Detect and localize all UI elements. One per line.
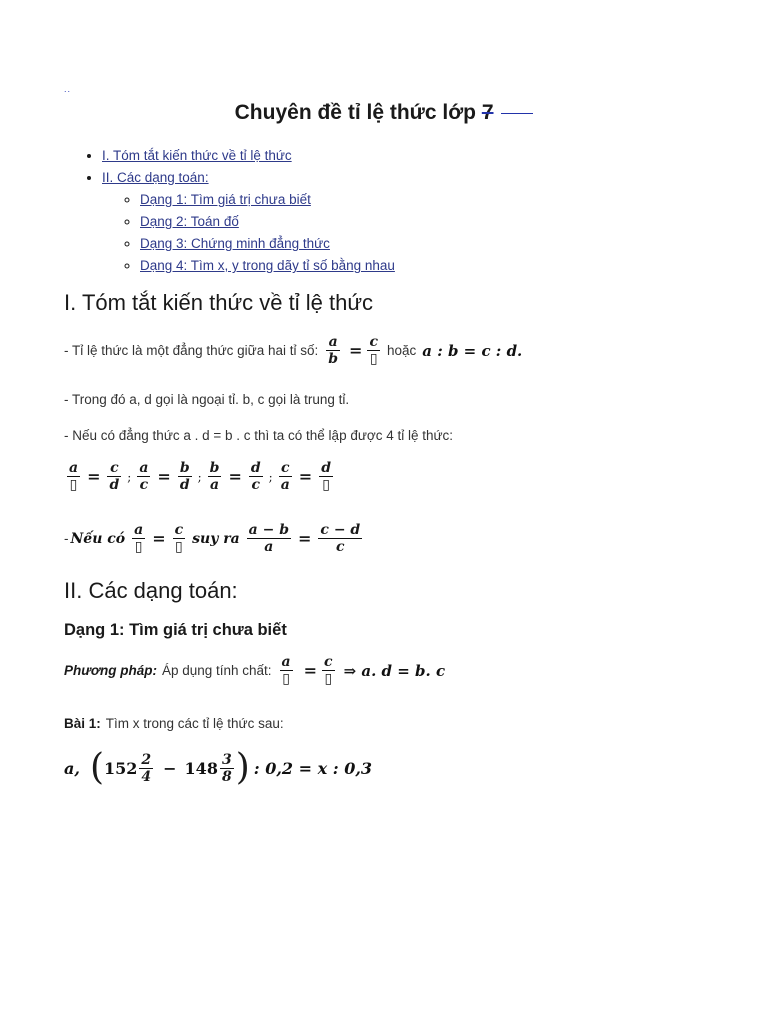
- exercise-1: [64, 716, 284, 731]
- numerator: c: [369, 334, 378, 350]
- fraction: [137, 460, 150, 493]
- numerator: a: [69, 460, 79, 476]
- page-title: [0, 101, 768, 125]
- fraction: [132, 522, 145, 555]
- mixed-whole: 152: [103, 758, 138, 778]
- exercise-label: Bài 1:: [64, 716, 101, 731]
- numerator: 3: [221, 751, 232, 768]
- equals-sign: =: [298, 467, 313, 486]
- method-text: Áp dụng tính chất:: [161, 663, 272, 678]
- denominator: ▯: [69, 477, 78, 493]
- equals-sign: =: [349, 341, 363, 360]
- right-paren: ): [235, 747, 250, 788]
- dang-1-heading: Dạng 1: Tìm giá trị chưa biết: [64, 621, 287, 639]
- four-proportions: [64, 460, 336, 493]
- four-ratios-text: - Nếu có đẳng thức a . d = b . c thì ta có thể lập được 4 tỉ lệ thức:: [64, 428, 454, 443]
- numerator: b: [209, 460, 220, 476]
- fraction: [107, 460, 121, 493]
- exercise-text: Tìm x trong các tỉ lệ thức sau:: [105, 716, 284, 731]
- fraction: [319, 460, 333, 493]
- toc-link-dang-1[interactable]: Dạng 1: Tìm giá trị chưa biết: [140, 192, 311, 207]
- fraction: [318, 522, 362, 555]
- title-underline: [501, 113, 533, 114]
- denominator: ▯: [369, 351, 378, 367]
- numerator: c: [110, 460, 119, 476]
- numerator: c: [324, 654, 333, 670]
- method-result: ⇒ a. d = b. c: [343, 661, 446, 680]
- method-line: [64, 654, 445, 687]
- denominator: d: [179, 477, 190, 493]
- denominator: c: [336, 539, 345, 555]
- mixed-whole: 148: [184, 758, 218, 778]
- section-2-heading: II. Các dạng toán:: [64, 578, 238, 603]
- fraction: [178, 460, 192, 493]
- toc-link-section-2[interactable]: II. Các dạng toán:: [102, 170, 209, 185]
- property-line: [64, 522, 365, 555]
- or-text: hoặc: [386, 343, 417, 358]
- denominator: b: [328, 351, 339, 367]
- equation-label: a,: [64, 758, 80, 778]
- definition-line: [64, 334, 522, 367]
- denominator: ▯: [324, 671, 333, 687]
- separator: ;: [197, 469, 202, 484]
- denominator: d: [109, 477, 120, 493]
- fraction-c-over-d: [367, 334, 380, 367]
- denominator: a: [280, 477, 290, 493]
- fraction: [280, 654, 293, 687]
- dash: -: [64, 531, 69, 546]
- table-of-contents: [64, 145, 395, 273]
- header-mark: ..: [64, 84, 72, 94]
- left-paren: (: [89, 747, 104, 788]
- ratio-expression: a : b = c : d.: [422, 341, 523, 360]
- denominator: c: [251, 477, 261, 493]
- fraction: [247, 522, 291, 555]
- toc-subitem[interactable]: [140, 233, 395, 255]
- equals-sign: =: [87, 467, 101, 486]
- denominator: ▯: [175, 539, 183, 555]
- section-1-heading: I. Tóm tắt kiến thức về tỉ lệ thức: [64, 290, 374, 315]
- fraction: [279, 460, 292, 493]
- fraction: [67, 460, 80, 493]
- denominator: 8: [221, 768, 232, 785]
- separator: ;: [127, 469, 132, 484]
- numerator: c: [174, 522, 184, 538]
- title-text: Chuyên đề tỉ lệ thức lớp: [234, 101, 476, 124]
- numerator: c − d: [320, 522, 361, 538]
- toc-link-dang-3[interactable]: Dạng 3: Chứng minh đẳng thức: [140, 236, 330, 251]
- if-text: Nếu có: [70, 530, 126, 547]
- numerator: d: [321, 460, 331, 476]
- separator: ;: [268, 469, 273, 484]
- equals-sign: =: [152, 529, 166, 548]
- numerator: a: [134, 522, 144, 538]
- denominator: 4: [141, 768, 152, 785]
- denominator: ▯: [134, 539, 143, 555]
- numerator: c: [280, 460, 290, 476]
- toc-subitem[interactable]: [140, 189, 395, 211]
- numerator: a − b: [248, 522, 290, 538]
- equals-sign: =: [228, 467, 242, 486]
- denominator: ▯: [282, 671, 290, 687]
- fraction: [249, 460, 263, 493]
- equals-sign: =: [303, 661, 318, 680]
- fraction: [208, 460, 222, 493]
- toc-sublist: [102, 189, 395, 277]
- denominator: a: [210, 477, 220, 493]
- denominator: ▯: [322, 477, 330, 493]
- definition-text: - Tỉ lệ thức là một đẳng thức giữa hai tỉ số:: [64, 343, 319, 358]
- method-label: Phương pháp:: [64, 663, 157, 678]
- toc-link-dang-2[interactable]: Dạng 2: Toán đố: [140, 214, 239, 229]
- denominator: c: [139, 477, 149, 493]
- terms-text: - Trong đó a, d gọi là ngoại tỉ. b, c gọi là trung tỉ.: [64, 392, 350, 407]
- toc-subitem[interactable]: [140, 211, 395, 233]
- then-text: suy ra: [192, 530, 240, 547]
- equation-a: [64, 747, 373, 788]
- fraction: [139, 752, 153, 785]
- numerator: d: [250, 460, 261, 476]
- equation-tail: : 0,2 = x : 0,3: [253, 758, 373, 778]
- fraction: [322, 654, 335, 687]
- numerator: 2: [141, 751, 152, 768]
- numerator: b: [179, 460, 190, 476]
- title-number: 7: [481, 101, 494, 124]
- toc-item[interactable]: [102, 145, 395, 167]
- toc-subitem[interactable]: [140, 255, 395, 277]
- equals-sign: =: [157, 467, 171, 486]
- denominator: a: [264, 539, 274, 555]
- toc-link-section-1[interactable]: I. Tóm tắt kiến thức về tỉ lệ thức: [102, 148, 292, 163]
- numerator: a: [281, 654, 291, 670]
- toc-item[interactable]: [102, 167, 395, 273]
- fraction-a-over-b: [326, 334, 340, 367]
- fraction: [173, 522, 186, 555]
- minus-sign: −: [163, 758, 177, 778]
- fraction: [220, 752, 234, 785]
- numerator: a: [328, 334, 338, 350]
- numerator: a: [139, 460, 149, 476]
- equals-sign: =: [298, 529, 312, 548]
- toc-link-dang-4[interactable]: Dạng 4: Tìm x, y trong dãy tỉ số bằng nhau: [140, 258, 395, 273]
